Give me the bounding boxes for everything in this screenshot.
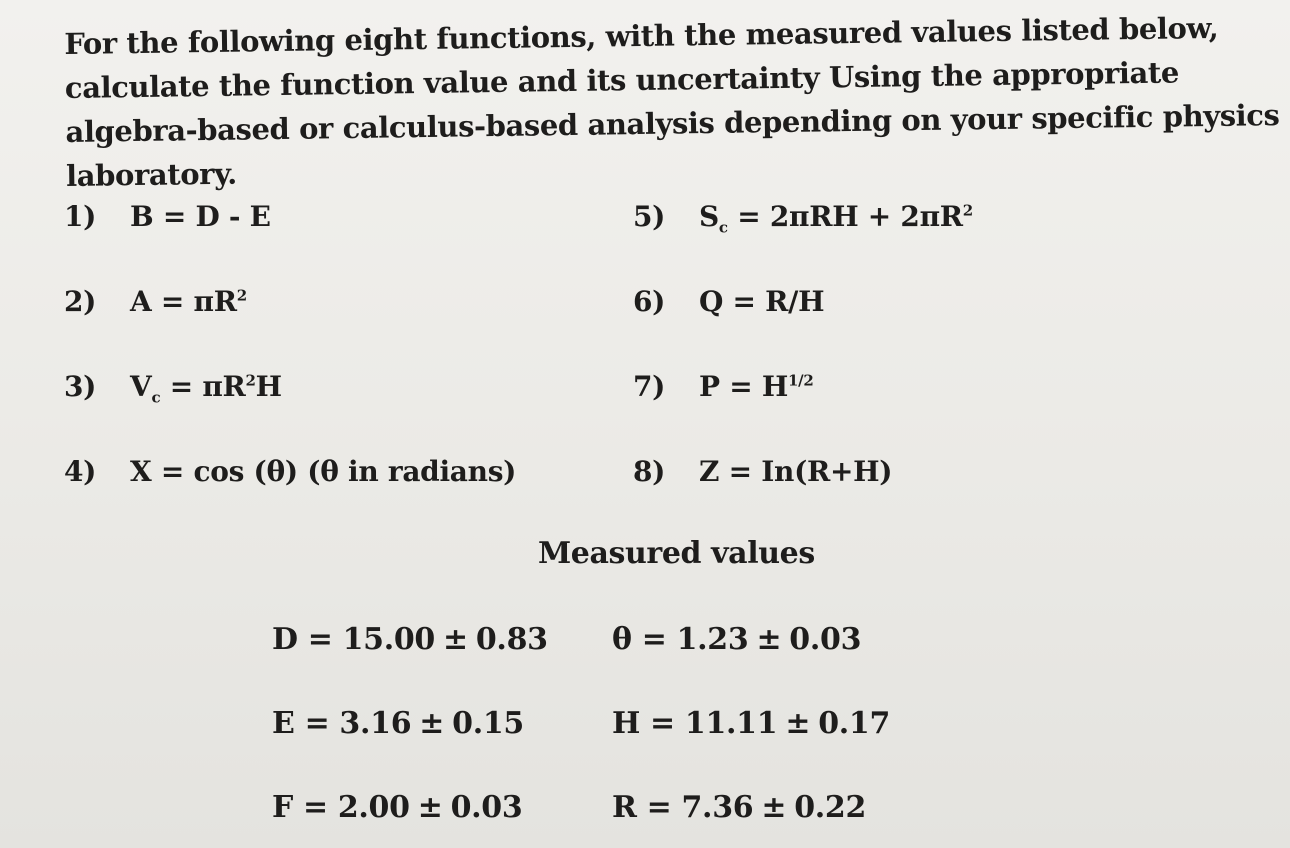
function-8: [633, 455, 892, 488]
function-3: [64, 370, 282, 407]
function-number: 8): [633, 455, 666, 488]
rhs-tail: H: [255, 370, 282, 403]
variable-value: 2.00: [337, 790, 410, 825]
function-number: 4): [64, 455, 97, 488]
variable-name: D: [272, 622, 298, 657]
rhs-base: 2πRH + 2πR: [769, 200, 963, 233]
variable-value: 3.16: [339, 706, 412, 741]
equals-sign: =: [732, 285, 756, 318]
function-lhs: X: [130, 455, 152, 488]
function-7: [633, 370, 813, 403]
measured-value-D: [272, 622, 548, 657]
lhs-subscript: c: [718, 218, 728, 237]
plus-minus-sign: ±: [761, 790, 787, 825]
function-4: [64, 455, 516, 488]
variable-uncertainty: 0.03: [789, 622, 862, 657]
variable-value: 7.36: [681, 790, 754, 825]
rhs-superscript: 2: [245, 371, 256, 390]
lhs-base: S: [699, 200, 719, 233]
measured-value-R: [612, 790, 866, 825]
measured-value-H: [612, 706, 890, 741]
rhs-superscript: 2: [236, 286, 247, 305]
rhs-base: πR: [202, 370, 246, 403]
equals-sign: =: [307, 622, 333, 657]
function-rhs: [194, 285, 247, 318]
function-number: 2): [64, 285, 97, 318]
function-number: 3): [64, 370, 97, 403]
measured-value-E: [272, 706, 524, 741]
rhs-base: H: [761, 370, 788, 403]
function-number: 1): [64, 200, 97, 233]
function-lhs: Z: [699, 455, 720, 488]
instructions-paragraph: For the following eight functions, with the measured values listed below, calculate the function value and its uncertainty Using the appropriate algebra-based or calculus-based analysis depending on your specific physics laboratory.: [64, 10, 1280, 193]
function-rhs: [762, 370, 814, 403]
function-rhs: R/H: [765, 285, 825, 318]
variable-uncertainty: 0.15: [452, 706, 525, 741]
function-lhs: [130, 370, 161, 407]
measured-value-theta: [612, 622, 861, 657]
variable-name: F: [272, 790, 293, 825]
equals-sign: =: [304, 706, 330, 741]
equals-sign: =: [737, 200, 761, 233]
function-number: 6): [633, 285, 666, 318]
function-5: [633, 200, 973, 237]
variable-name: H: [612, 706, 641, 741]
equals-sign: =: [729, 370, 753, 403]
function-rhs: [770, 200, 973, 233]
function-1: [64, 200, 271, 233]
measured-value-F: [272, 790, 522, 825]
equals-sign: =: [303, 790, 328, 825]
equals-sign: =: [160, 455, 185, 488]
function-rhs: D - E: [195, 200, 271, 233]
variable-uncertainty: 0.22: [794, 790, 867, 825]
function-rhs: In(R+H): [761, 455, 893, 488]
equals-sign: =: [650, 706, 675, 741]
variable-uncertainty: 0.17: [818, 706, 891, 741]
function-rhs: cos (θ) (θ in radians): [193, 455, 517, 488]
equals-sign: =: [641, 622, 667, 657]
equals-sign: =: [728, 455, 752, 488]
equals-sign: =: [160, 285, 185, 318]
equals-sign: =: [162, 200, 186, 233]
variable-value: 15.00: [342, 622, 436, 657]
plus-minus-sign: ±: [785, 706, 811, 741]
function-lhs: A: [130, 285, 152, 318]
function-2: [64, 285, 247, 318]
plus-minus-sign: ±: [756, 622, 782, 657]
lhs-subscript: c: [151, 388, 161, 407]
function-lhs: [699, 200, 728, 237]
variable-uncertainty: 0.83: [475, 622, 548, 657]
plus-minus-sign: ±: [419, 706, 445, 741]
plus-minus-sign: ±: [417, 790, 443, 825]
function-number: 7): [633, 370, 666, 403]
measured-values-heading: Measured values: [538, 536, 815, 571]
lhs-base: V: [130, 370, 152, 403]
function-lhs: P: [699, 370, 720, 403]
variable-uncertainty: 0.03: [450, 790, 523, 825]
equals-sign: =: [169, 370, 193, 403]
variable-name: θ: [612, 622, 632, 657]
plus-minus-sign: ±: [443, 622, 468, 657]
equals-sign: =: [646, 790, 672, 825]
variable-value: 11.11: [684, 706, 778, 741]
variable-value: 1.23: [676, 622, 749, 657]
variable-name: R: [612, 790, 637, 825]
rhs-base: πR: [193, 285, 237, 318]
function-lhs: Q: [699, 285, 724, 318]
function-6: [633, 285, 824, 318]
function-rhs: [202, 370, 281, 403]
function-number: 5): [633, 200, 666, 233]
rhs-superscript: 2: [962, 201, 973, 220]
rhs-superscript: 1/2: [788, 371, 814, 390]
variable-name: E: [272, 706, 295, 741]
function-lhs: B: [130, 200, 154, 233]
